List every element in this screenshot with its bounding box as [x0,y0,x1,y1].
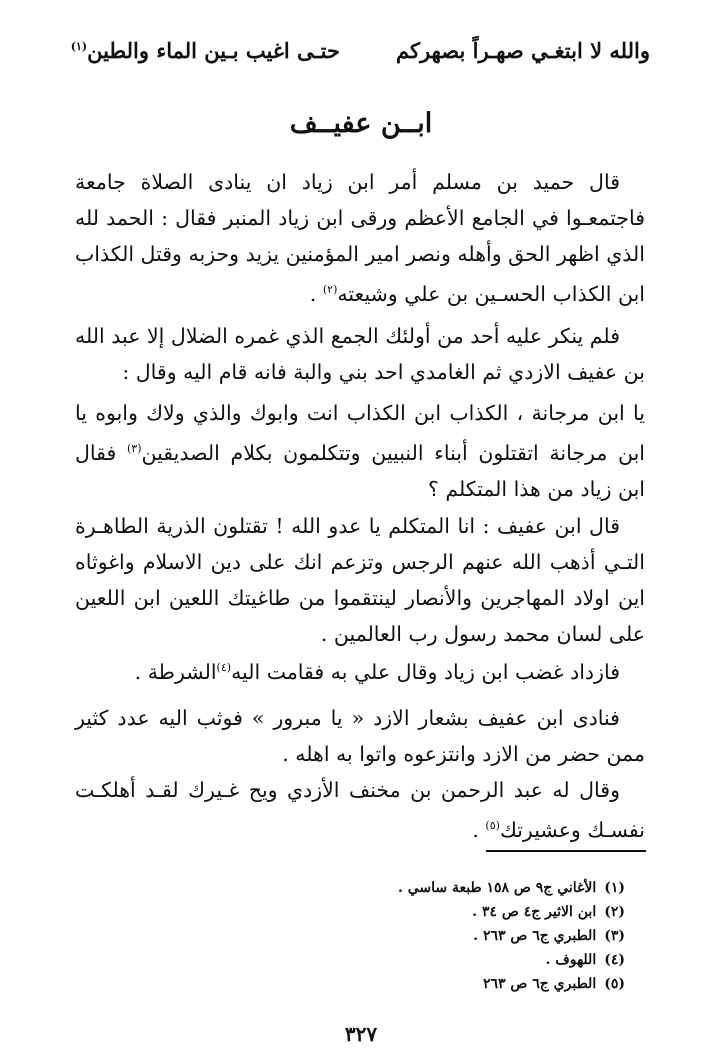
footnote-ref-3: (٣) [127,442,142,455]
paragraph-6: فنادى ابن عفيف بشعار الازد « يا مبرور » فوثب اليه عدد كثير ممن حضر من الازد وانتزعوه واتوا به اهله . [75,706,645,766]
paragraph-4: قال ابن عفيف : انا المتكلم يا عدو الله ! تقتلون الذرية الطاهـرة التـي أذهب الله عنهم الرجس وتزعم انك على دين الاسلام واغوثاه اين اولاد المهاجرين والأنصار لينتقموا من طاغيتك اللعين ابن اللعين على لسان محمد رسول رب العالمين . [75,514,645,646]
footnote-item [300,876,625,900]
footnote-ref-4: (٤) [216,661,232,674]
paragraph-3-text: يا ابن مرجانة ، الكذاب ابن الكذاب انت وابوك والذي ولاك وابوه يا ابن مرجانة اتقتلون أبناء النبيين وتتكلمون بكلام الصديقين [75,401,645,465]
verse-second-hemistich-text: حتـى اغيب بـين الماء والطين [87,38,340,63]
footnote-text: الطبري ج٦ ص ٢٦٣ . [473,928,597,944]
footnote-text: ابن الاثير ج٤ ص ٣٤ . [472,904,597,920]
paragraph-5-tail: الشرطة [147,659,217,684]
verse-first-hemistich: والله لا ابتغـي صهـراً بصهركم [396,38,650,63]
footnote-text: الأغاني ج٩ ص ١٥٨ طبعة ساسي . [397,880,597,896]
footnote-text: اللهوف . [545,952,597,968]
verse-second-hemistich [71,38,340,63]
paragraph-7-period: . [472,817,479,842]
paragraph-5-text: فازداد غضب ابن زياد وقال علي به فقامت اليه [231,659,620,684]
footnote-number: (١) [604,880,625,896]
paragraph-2: فلم ينكر عليه أحد من أولئك الجمع الذي غمره الضلال إلا عبد الله بن عفيف الازدي ثم الغامدي احد بني والبة فانه قام اليه وقال : [75,324,645,384]
paragraph-3 [75,395,645,507]
footnotes-list [300,876,625,996]
footnote-number: (٣) [604,928,625,944]
footnote-ref-5: (٥) [485,819,500,832]
section-title: ابــن عفيــف [289,108,433,139]
footnote-ref-1: (١) [70,40,88,53]
footnote-item [300,900,625,924]
footnote-number: (٤) [604,952,625,968]
footnote-item [300,948,625,972]
paragraph-1 [75,164,645,312]
footnote-number: (٢) [604,904,625,920]
footnote-text: الطبري ج٦ ص ٢٦٣ [482,976,597,992]
paragraph-7 [75,772,645,848]
footnote-item [300,972,625,996]
paragraph-1-text: قال حميد بن مسلم أمر ابن زياد ان ينادى الصلاة جامعة فاجتمعـوا في الجامع الأعظم ورقى ابن زياد المنبر فقال : الحمد لله الذي اظهر الحق وأهله ونصر امير المؤمنين يزيد وحزبه وقتل الكذاب ابن الكذاب الحسـين بن علي وشيعته [75,170,645,306]
poetry-verse [70,38,650,74]
footnote-divider [486,850,646,852]
paragraph-3-tail: فقال ابن زياد من هذا المتكلم ؟ [75,440,645,501]
paragraph-5-period: . [134,659,142,684]
footnote-number: (٥) [604,976,625,992]
page-number: ٣٢٧ [344,1022,378,1046]
paragraph-5 [75,650,645,690]
paragraph-7-text: وقال له عبد الرحمن بن مخنف الأزدي ويح غـيرك لقـد أهلكـت نفسـك وعشيرتك [75,778,645,842]
footnote-item [300,924,625,948]
footnote-ref-2: (٢) [322,283,338,296]
paragraph-1-period: . [309,281,317,306]
